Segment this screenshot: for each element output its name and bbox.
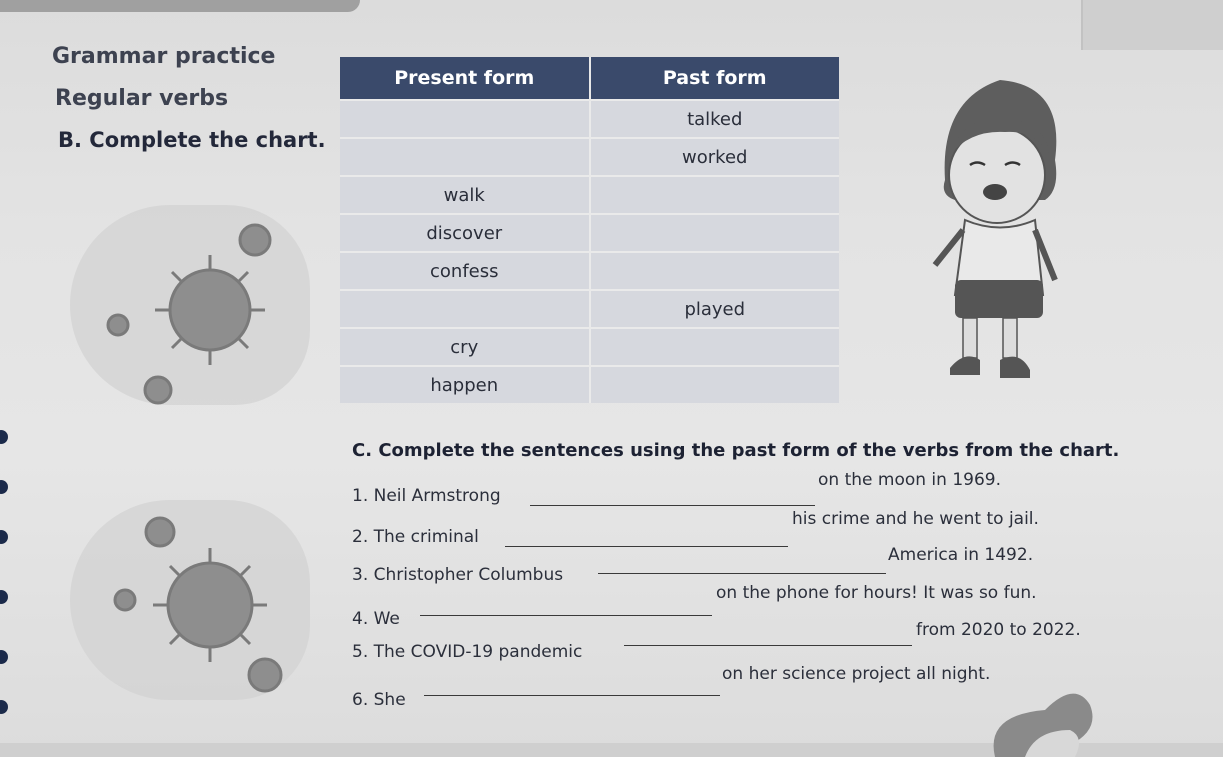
page-edge-shadow (0, 0, 360, 12)
past-cell[interactable] (590, 214, 840, 252)
present-cell[interactable] (340, 290, 590, 328)
sentence-5-start: 5. The COVID-19 pandemic (352, 642, 583, 662)
present-cell[interactable]: happen (340, 366, 590, 403)
table-row (340, 214, 839, 252)
section-b-heading: B. Complete the chart. (58, 128, 326, 152)
past-cell[interactable] (590, 176, 840, 214)
past-cell[interactable] (590, 366, 840, 403)
sentence-6-start: 6. She (352, 690, 406, 710)
answer-blank-4[interactable] (420, 597, 712, 616)
present-cell[interactable]: walk (340, 176, 590, 214)
table-row (340, 328, 839, 366)
page-corner (1081, 0, 1223, 50)
answer-blank-6[interactable] (424, 677, 720, 696)
verb-chart (340, 57, 839, 403)
chart-header-present: Present form (340, 57, 590, 100)
sentence-6-end: on her science project all night. (722, 664, 991, 684)
sentence-2-start: 2. The criminal (352, 527, 479, 547)
sentence-4-start: 4. We (352, 609, 400, 629)
sentence-1-start: 1. Neil Armstrong (352, 486, 501, 506)
sentence-5-end: from 2020 to 2022. (916, 620, 1081, 640)
page-title: Grammar practice (52, 44, 276, 69)
section-c-heading: C. Complete the sentences using the past form of the verbs from the chart. (352, 440, 1120, 461)
sentence-3-start: 3. Christopher Columbus (352, 565, 564, 585)
table-row (340, 252, 839, 290)
answer-blank-5[interactable] (624, 627, 912, 646)
past-cell[interactable] (590, 328, 840, 366)
crying-boy-illustration (925, 70, 1075, 390)
sentence-2-end: his crime and he went to jail. (792, 509, 1039, 529)
present-cell[interactable] (340, 100, 590, 138)
past-cell[interactable]: worked (590, 138, 840, 176)
table-row (340, 100, 839, 138)
virus-icon (90, 500, 320, 710)
page-subtitle: Regular verbs (55, 86, 229, 111)
past-cell[interactable]: played (590, 290, 840, 328)
sentence-3-end: America in 1492. (888, 545, 1034, 565)
partial-illustration (975, 675, 1115, 757)
present-cell[interactable]: cry (340, 328, 590, 366)
past-cell[interactable] (590, 252, 840, 290)
table-row (340, 290, 839, 328)
table-row (340, 176, 839, 214)
table-row (340, 138, 839, 176)
sentence-1-end: on the moon in 1969. (818, 470, 1001, 490)
present-cell[interactable] (340, 138, 590, 176)
answer-blank-1[interactable] (530, 487, 815, 506)
chart-header-past: Past form (590, 57, 840, 100)
virus-icon (90, 210, 320, 420)
sentence-4-end: on the phone for hours! It was so fun. (716, 583, 1037, 603)
answer-blank-2[interactable] (505, 528, 788, 547)
present-cell[interactable]: discover (340, 214, 590, 252)
past-cell[interactable]: talked (590, 100, 840, 138)
binder-holes (0, 420, 14, 720)
table-row (340, 366, 839, 403)
answer-blank-3[interactable] (598, 555, 886, 574)
present-cell[interactable]: confess (340, 252, 590, 290)
